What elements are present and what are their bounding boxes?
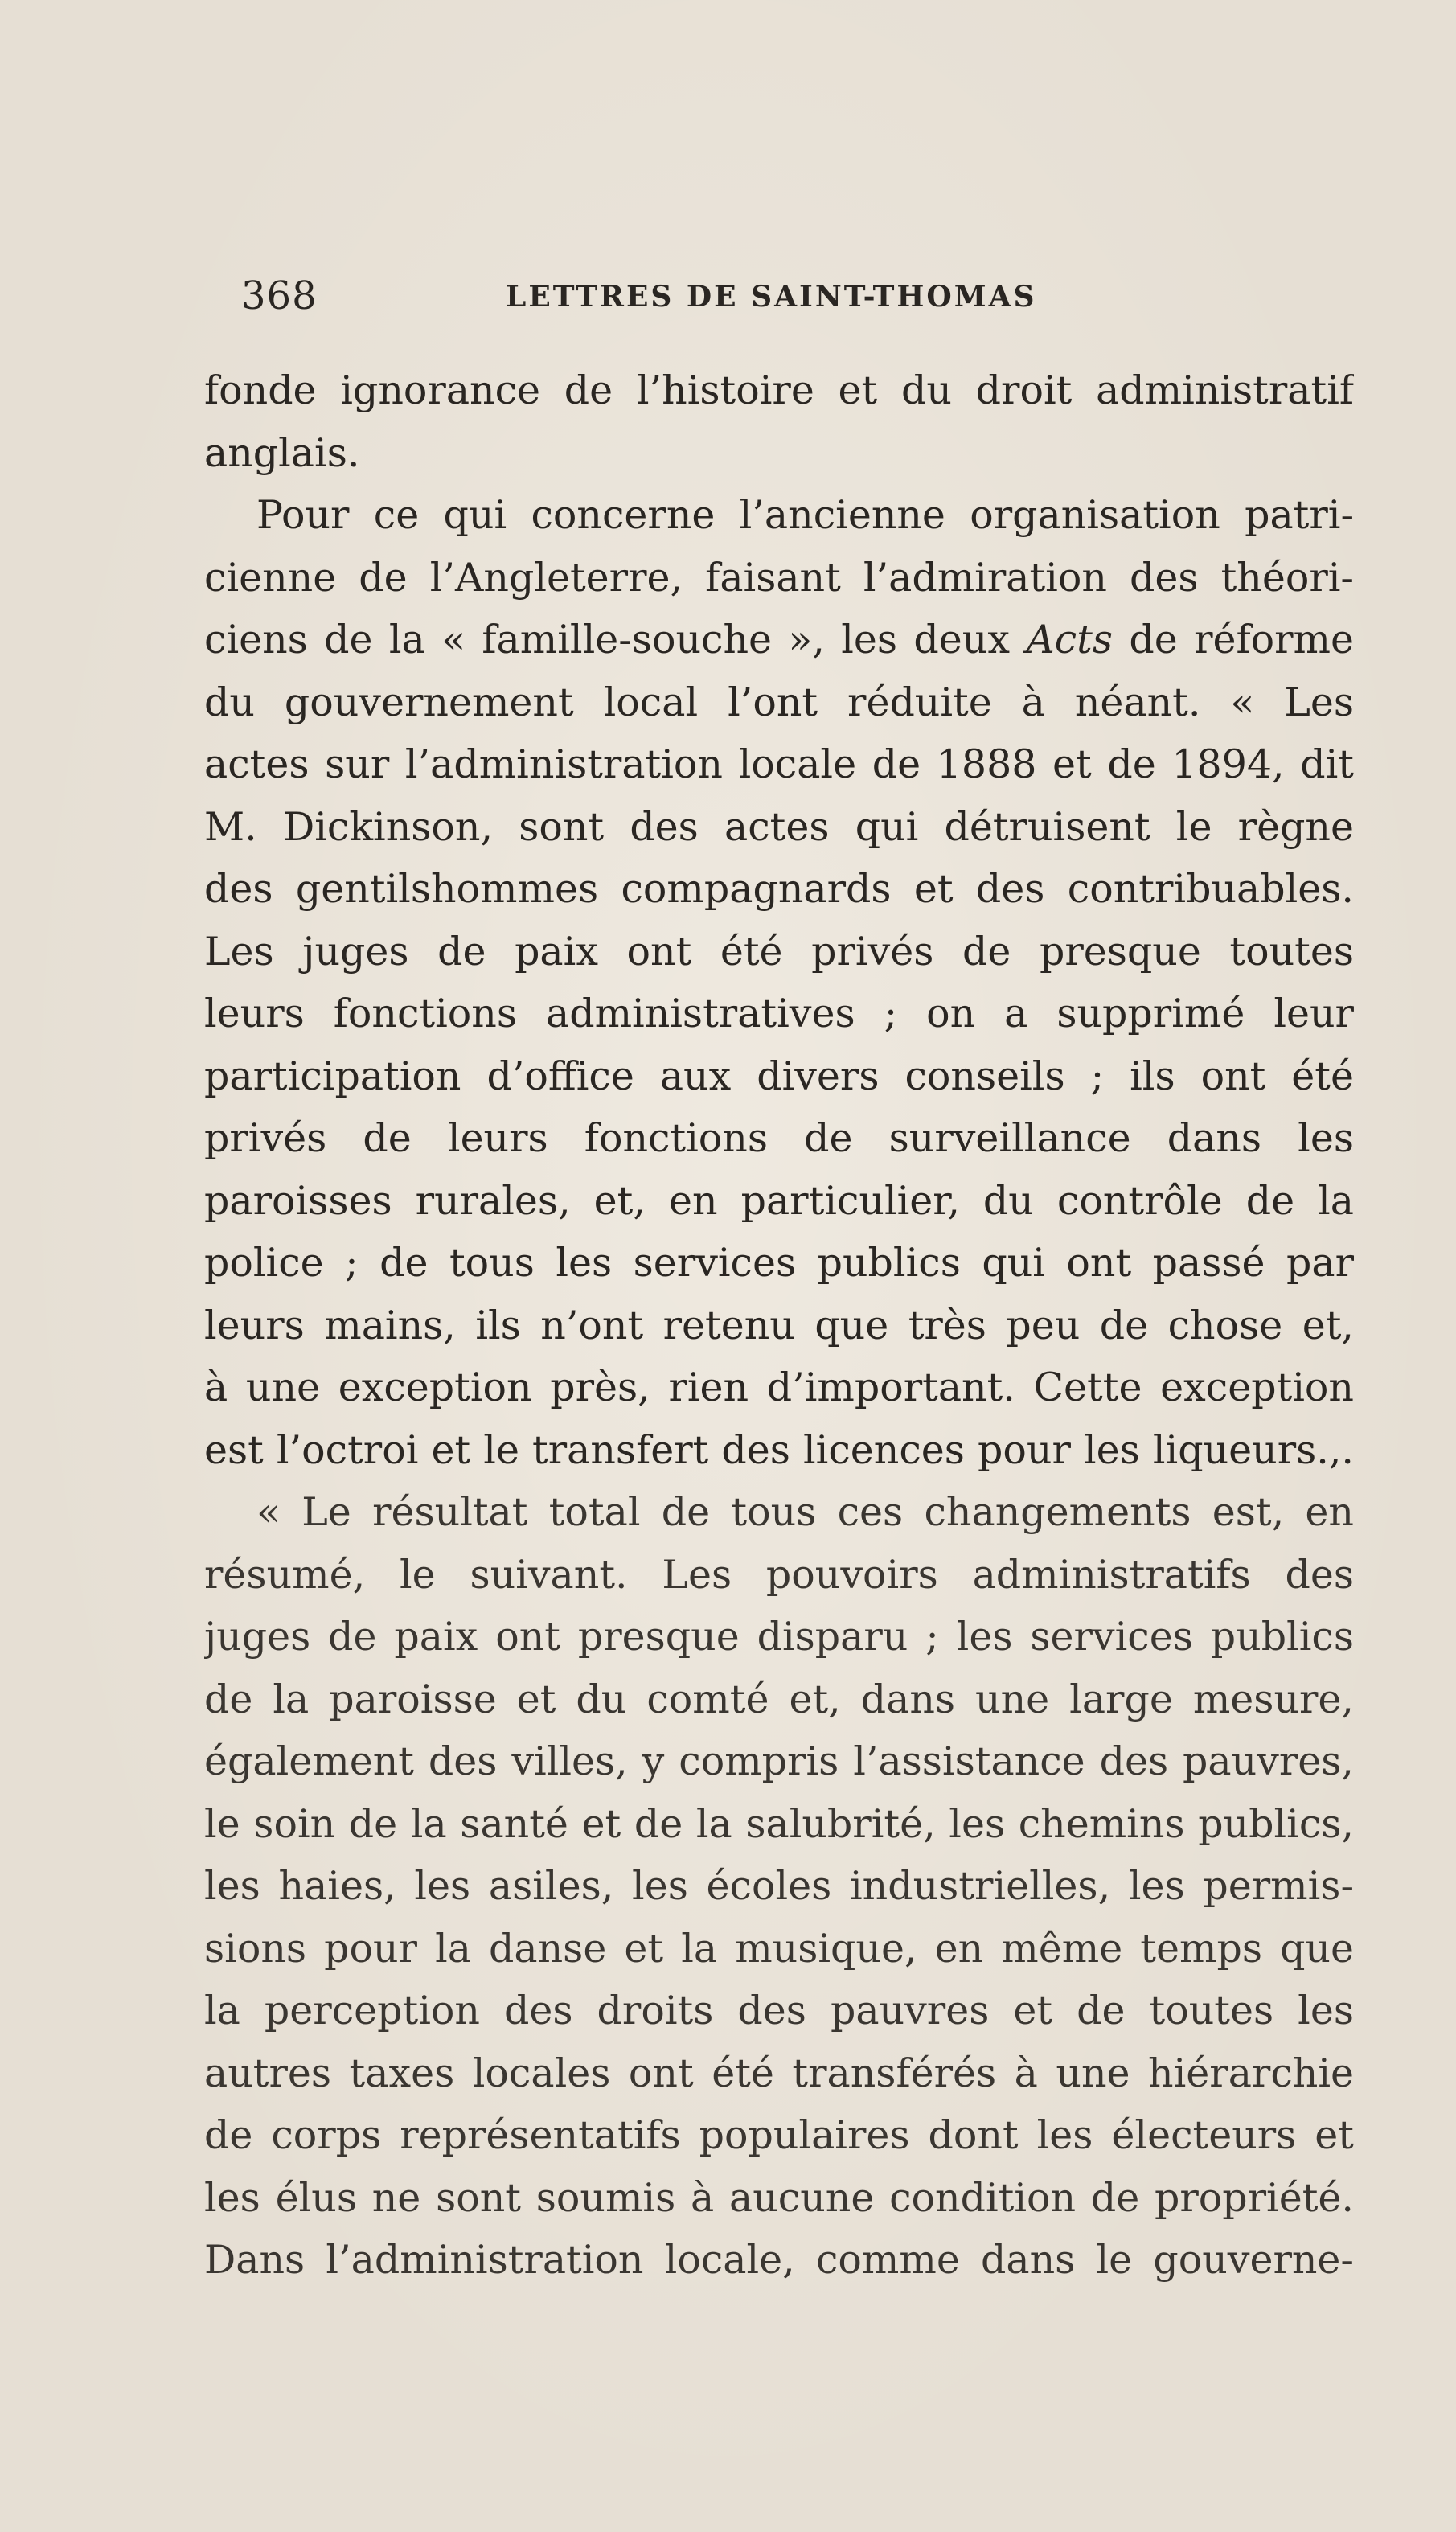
text-line: les élus ne sont soumis à aucune condition de propriété. — [204, 2174, 1354, 2221]
text-line-with-italic — [204, 609, 1354, 671]
text-line: cienne de l’Angleterre, faisant l’admiration des théori- — [204, 554, 1354, 601]
text-line: paroisses rurales, et, en particulier, du contrôle de la — [204, 1177, 1354, 1224]
text-line: les haies, les asiles, les écoles industrielles, les permis- — [204, 1863, 1354, 1909]
text-fragment: ciens de la « famille-souche », les deux — [204, 617, 1010, 663]
text-line: du gouvernement local l’ont réduite à néant. « Les — [204, 679, 1354, 725]
body-text — [204, 359, 1354, 2292]
text-line: également des villes, y compris l’assistance des pauvres, — [204, 1738, 1354, 1784]
text-line: sions pour la danse et la musique, en même temps que — [204, 1925, 1354, 1972]
text-fragment: de réforme — [1129, 617, 1354, 663]
text-line: autres taxes locales ont été transférés à une hiérarchie — [204, 2050, 1354, 2096]
text-line: juges de paix ont presque disparu ; les services publics — [204, 1614, 1354, 1660]
text-line: de la paroisse et du comté et, dans une large mesure, — [204, 1676, 1354, 1722]
text-line: leurs fonctions administratives ; on a supprimé leur — [204, 991, 1354, 1036]
text-line: est l’octroi et le transfert des licences pour les liqueurs.,. — [204, 1426, 1354, 1473]
text-line: le soin de la santé et de la salubrité, les chemins publics, — [204, 1800, 1354, 1847]
quoted-paragraph — [204, 1481, 1354, 2292]
text-line: à une exception près, rien d’important. Cette exception — [204, 1364, 1354, 1410]
text-line: leurs mains, ils n’ont retenu que très peu de chose et, — [204, 1302, 1354, 1348]
text-line: de corps représentatifs populaires dont les électeurs et — [204, 2112, 1354, 2158]
text-line: privés de leurs fonctions de surveillance dans les — [204, 1115, 1354, 1161]
text-line: Dans l’administration locale, comme dans le gouverne- — [204, 2237, 1354, 2283]
text-line: actes sur l’administration locale de 1888 et de 1894, dit — [204, 741, 1354, 787]
italic-acts: Acts — [1026, 617, 1113, 663]
text-line: fonde ignorance de l’histoire et du droit administratif — [204, 367, 1354, 413]
running-title: LETTRES DE SAINT-THOMAS — [506, 280, 1037, 314]
text-line: anglais. — [204, 429, 360, 476]
paragraph-start-line: Pour ce qui concerne l’ancienne organisation patri- — [256, 492, 1354, 538]
page-header — [188, 272, 1354, 320]
text-line: police ; de tous les services publics qui ont passé par — [204, 1240, 1354, 1286]
text-line: des gentilshommes compagnards et des contribuables. — [204, 866, 1354, 912]
page-number: 368 — [241, 273, 318, 318]
text-line: résumé, le suivant. Les pouvoirs administratifs des — [204, 1551, 1354, 1598]
paragraph-start-line: « Le résultat total de tous ces changements est, en — [256, 1489, 1354, 1535]
text-line: participation d’office aux divers conseils ; ils ont été — [204, 1053, 1354, 1099]
text-line: Les juges de paix ont été privés de presque toutes — [204, 928, 1354, 975]
text-line: la perception des droits des pauvres et de toutes les — [204, 1988, 1354, 2033]
text-line: M. Dickinson, sont des actes qui détruisent le règne — [204, 803, 1354, 850]
